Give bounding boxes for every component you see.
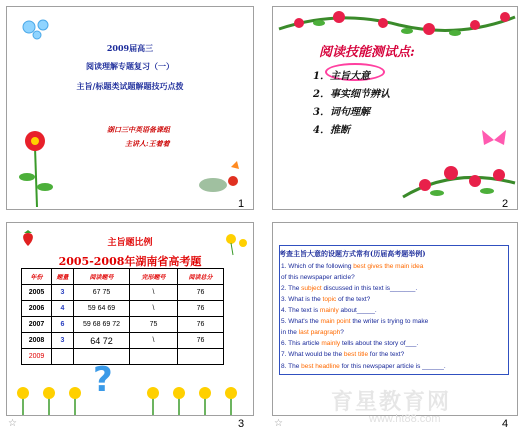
slide-3-subtitle: 2005-2008年湖南省高考题: [58, 255, 202, 268]
slide-4-heading: 考查主旨大意的设题方式常有(历届高考题举例): [279, 249, 426, 258]
svg-text:?: ?: [93, 360, 113, 400]
table-row: [22, 349, 224, 365]
table-row: [22, 301, 224, 317]
question-line: 3. What is the topic of the text?: [281, 296, 371, 303]
question-line: in the last paragraph?: [281, 329, 344, 336]
year-cell: 2009: [22, 349, 52, 365]
cloze-cell: \: [130, 333, 178, 349]
question-line: 6. This article mainly tells about the story of___.: [281, 340, 419, 347]
cloze-cell: \: [130, 285, 178, 301]
question-line: 4. The text is mainly about_____.: [281, 307, 377, 314]
slide-thumbnail-1[interactable]: [6, 6, 254, 210]
watermark-url: www.ht88.com: [369, 413, 441, 425]
star-icon: ☆: [8, 418, 17, 429]
reading-cell: 67 75: [74, 285, 130, 301]
slide-thumbnail-2[interactable]: [272, 6, 518, 210]
slide-1-line-3: 主旨/标题类试题解题技巧点拨: [76, 81, 184, 91]
total-cell: [178, 349, 224, 365]
skill-item: 3．词句理解: [313, 107, 370, 118]
slide-number: 2: [502, 198, 509, 210]
skill-item: 4．推断: [313, 125, 350, 136]
slide-number: 1: [238, 198, 245, 210]
slide-1-line-2: 阅读理解专题复习（一）: [86, 61, 174, 71]
year-cell: 2005: [22, 285, 52, 301]
slide-thumbnail-3[interactable]: [6, 222, 254, 416]
skill-item: 1．主旨大意: [313, 71, 370, 82]
slide-1-line-1: 2009届高三: [106, 43, 154, 53]
slide-1-speaker: 主讲人:王着着: [125, 139, 170, 148]
skill-item: 2．事实细节辨认: [313, 89, 390, 100]
cloze-cell: 75: [130, 317, 178, 333]
reading-cell: 64 72: [74, 333, 130, 349]
score-table: [21, 268, 224, 365]
table-row: [22, 333, 224, 349]
slide-2-title: 阅读技能测试点:: [319, 45, 415, 60]
count-cell: 4: [52, 301, 74, 317]
column-header: 完形题号: [130, 269, 178, 285]
slide-3-title: 主旨题比例: [107, 238, 153, 248]
year-cell: 2006: [22, 301, 52, 317]
count-cell: 3: [52, 333, 74, 349]
total-cell: 76: [178, 317, 224, 333]
flower-icon: [403, 147, 515, 207]
question-line: of this newspaper article?: [281, 274, 355, 281]
column-header: 年份: [22, 269, 52, 285]
column-header: 阅读总分: [178, 269, 224, 285]
total-cell: 76: [178, 301, 224, 317]
slide-1-author-group: 湖口三中英语备课组: [107, 125, 170, 134]
question-line: 7. What would be the best title for the text?: [281, 351, 405, 358]
count-cell: [52, 349, 74, 365]
reading-cell: 59 68 69 72: [74, 317, 130, 333]
count-cell: 3: [52, 285, 74, 301]
cloze-cell: [130, 349, 178, 365]
butterfly-icon: [195, 157, 249, 197]
total-cell: 76: [178, 333, 224, 349]
question-line: 8. The best headline for this newspaper article is ______.: [281, 363, 446, 370]
flower-icon: [279, 9, 515, 43]
year-cell: 2007: [22, 317, 52, 333]
watermark-logo: 育星教育网: [331, 390, 452, 415]
slide-thumbnail-4[interactable]: [272, 222, 518, 425]
slide-number: 3: [238, 418, 245, 430]
year-cell: 2008: [22, 333, 52, 349]
snowflake-icon: [15, 13, 59, 43]
table-row: [22, 317, 224, 333]
column-header: 题量: [52, 269, 74, 285]
total-cell: 76: [178, 285, 224, 301]
slide-number: 4: [502, 418, 509, 430]
star-icon: ☆: [274, 418, 283, 429]
question-line: 5. What's the main point the writer is trying to make: [281, 318, 429, 325]
reading-cell: 59 64 69: [74, 301, 130, 317]
cloze-cell: \: [130, 301, 178, 317]
question-line: 2. The subject discussed in this text is_______.: [281, 285, 418, 292]
count-cell: 6: [52, 317, 74, 333]
table-header-row: [22, 269, 224, 285]
table-row: [22, 285, 224, 301]
flower-icon: [13, 383, 249, 415]
question-line: 1. Which of the following best gives the main idea: [281, 263, 424, 270]
flower-icon: [15, 117, 55, 207]
column-header: 阅读题号: [74, 269, 130, 285]
